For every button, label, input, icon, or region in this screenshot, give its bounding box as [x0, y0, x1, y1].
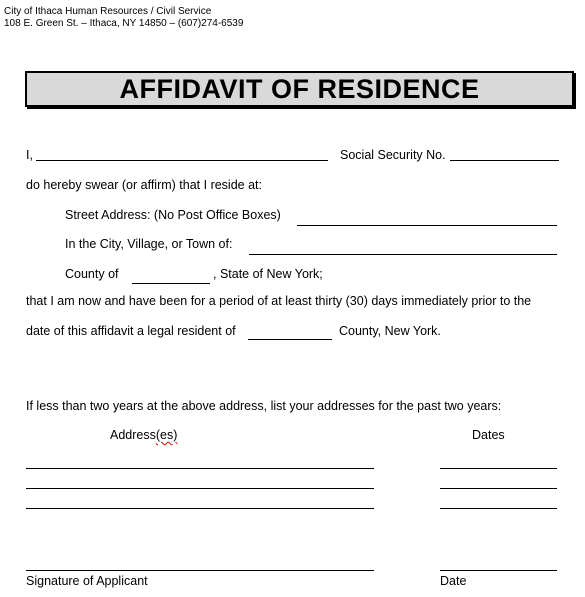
resident-county-field[interactable]: [248, 339, 332, 340]
title-banner: [25, 71, 574, 107]
address-line-1[interactable]: [26, 468, 374, 469]
date-text: date of this affidavit a legal resident of: [26, 324, 236, 338]
address-line-2[interactable]: [26, 488, 374, 489]
county-field[interactable]: [132, 283, 210, 284]
address-header-suffix: (es): [155, 428, 178, 442]
i-label: I,: [26, 148, 33, 162]
org-address: 108 E. Green St. – Ithaca, NY 14850 – (607)274-6539: [4, 18, 244, 29]
date-line-2[interactable]: [440, 488, 557, 489]
address-header: [110, 428, 177, 442]
history-text: If less than two years at the above address, list your addresses for the past two years:: [26, 399, 502, 413]
name-field[interactable]: [36, 160, 328, 161]
dates-header: Dates: [472, 428, 505, 442]
org-name: City of Ithaca Human Resources / Civil Service: [4, 6, 212, 17]
page-title: AFFIDAVIT OF RESIDENCE: [119, 73, 480, 104]
address-line-3[interactable]: [26, 508, 374, 509]
swear-text: do hereby swear (or affirm) that I reside at:: [26, 178, 262, 192]
signature-line[interactable]: [26, 570, 374, 571]
state-text: , State of New York;: [213, 267, 323, 281]
signature-date-line[interactable]: [440, 570, 557, 571]
city-field[interactable]: [249, 254, 557, 255]
date-label: Date: [440, 574, 467, 588]
date-line-1[interactable]: [440, 468, 557, 469]
street-field[interactable]: [297, 225, 557, 226]
date-line-3[interactable]: [440, 508, 557, 509]
ssn-field[interactable]: [450, 160, 559, 161]
address-header-prefix: Address: [110, 428, 156, 442]
signature-label: Signature of Applicant: [26, 574, 148, 588]
street-label: Street Address: (No Post Office Boxes): [65, 208, 281, 222]
county-ny-text: County, New York.: [339, 324, 441, 338]
period-text: that I am now and have been for a period of at least thirty (30) days immediately prior to the: [26, 294, 532, 308]
ssn-label: Social Security No.: [340, 148, 446, 162]
city-label: In the City, Village, or Town of:: [65, 237, 233, 251]
county-label: County of: [65, 267, 119, 281]
